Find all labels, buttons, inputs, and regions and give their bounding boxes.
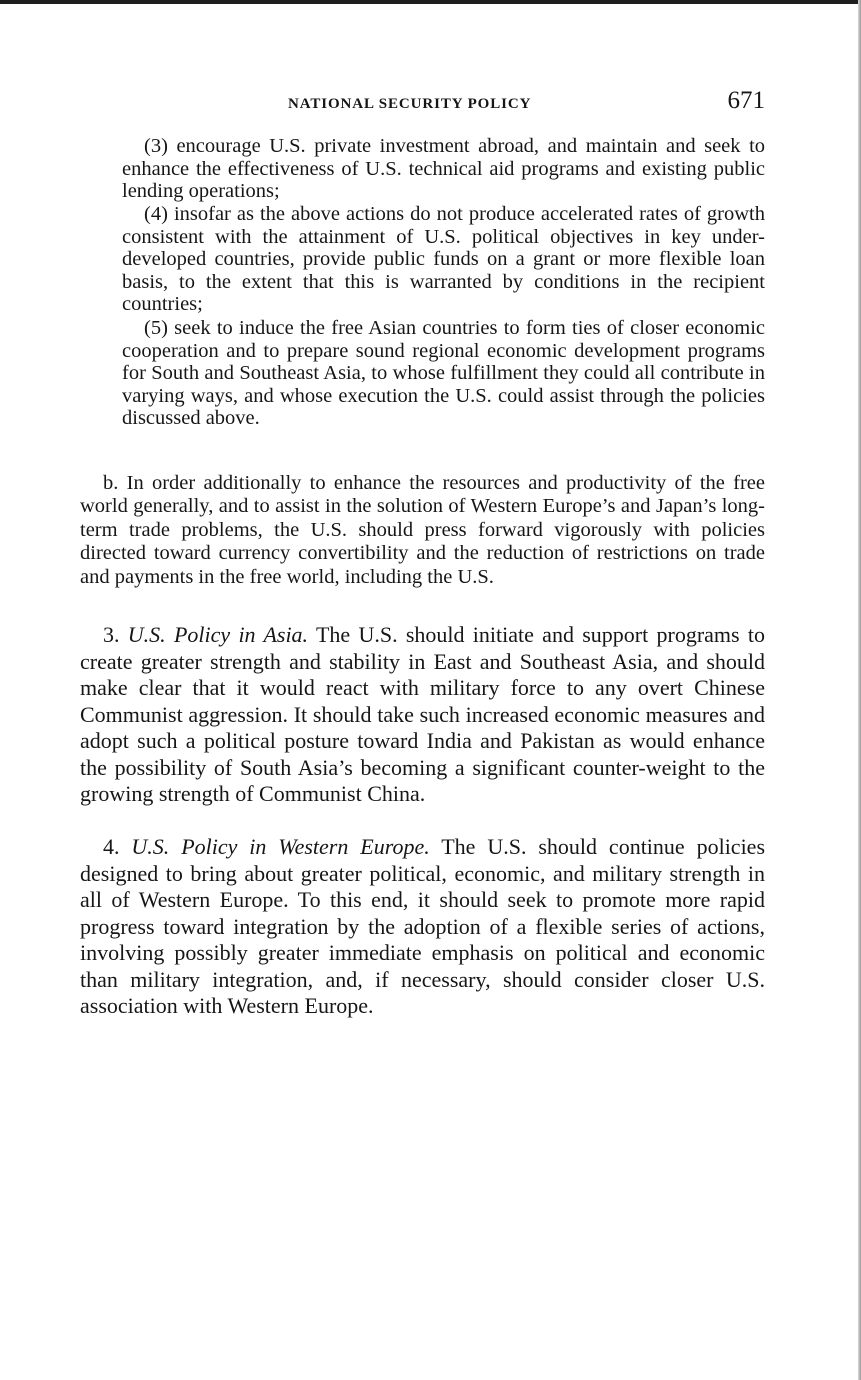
paragraph-b	[80, 472, 765, 589]
section-4-text: The U.S. should continue policies designed to bring about greater political, economic, and military strength in all of Western Europe. To this end, it should seek to promote more rapid progress toward integration by the adoption of a flexible series of actions, involving possibly greater immediate emphasis on political and economic than military integration, and, if necessary, should consider closer U.S. association with Western Europe.	[80, 834, 766, 1018]
subitem-3-text: encourage U.S. private investment abroad, and maintain and seek to enhance the effectiveness of U.S. technical aid programs and existing public lending operations;	[122, 135, 766, 203]
subitem-4	[122, 203, 765, 316]
subitem-5-number: (5)	[144, 317, 168, 339]
section-3-policy-asia	[80, 622, 765, 808]
section-3-text: The U.S. should initiate and support programs to create greater strength and stability in East and Southeast Asia, and should make clear that it would react with military force to any overt Chinese Communist aggression. It should take such increased economic measures and adopt such a political posture toward India and Pakistan as would enhance the possibility of South Asia’s becoming a significant counter-weight to the growing strength of Communist China.	[80, 622, 765, 806]
section-4-number: 4.	[103, 834, 120, 859]
subitem-4-text: insofar as the above actions do not produce accelerated rates of growth consistent with the attainment of U.S. political objectives in key under-developed countries, provide public funds on a grant or more flexible loan basis, to the extent that this is warranted by conditions in the recipient countries;	[122, 203, 766, 316]
page-header	[80, 86, 765, 120]
page-top-edge	[0, 0, 861, 4]
section-4-heading: U.S. Policy in Western Europe.	[131, 834, 430, 859]
section-3-number: 3.	[103, 622, 120, 647]
section-4-policy-western-europe	[80, 834, 765, 1020]
subitem-5-text: seek to induce the free Asian countries to form ties of closer economic cooperation and to prepare sound regional economic development programs for South and Southeast Asia, to whose fulfillment they could all contribute in varying ways, and whose execution the U.S. could assist through the policies discussed above.	[122, 317, 765, 430]
running-title: NATIONAL SECURITY POLICY	[288, 96, 532, 112]
section-3-heading: U.S. Policy in Asia.	[127, 622, 309, 647]
subitem-3	[122, 135, 765, 203]
paragraph-b-text: b. In order additionally to enhance the resources and productivity of the free world generally, and to assist in the solution of Western Europe’s and Japan’s long-term trade problems, the U.S. should press forward vigorously with policies directed toward currency convertibility and the reduction of restrictions on trade and payments in the free world, including the U.S.	[80, 472, 765, 588]
subitem-4-number: (4)	[144, 203, 168, 225]
page-number: 671	[727, 87, 765, 114]
subitem-3-number: (3)	[144, 135, 168, 157]
subitem-5	[122, 317, 765, 430]
